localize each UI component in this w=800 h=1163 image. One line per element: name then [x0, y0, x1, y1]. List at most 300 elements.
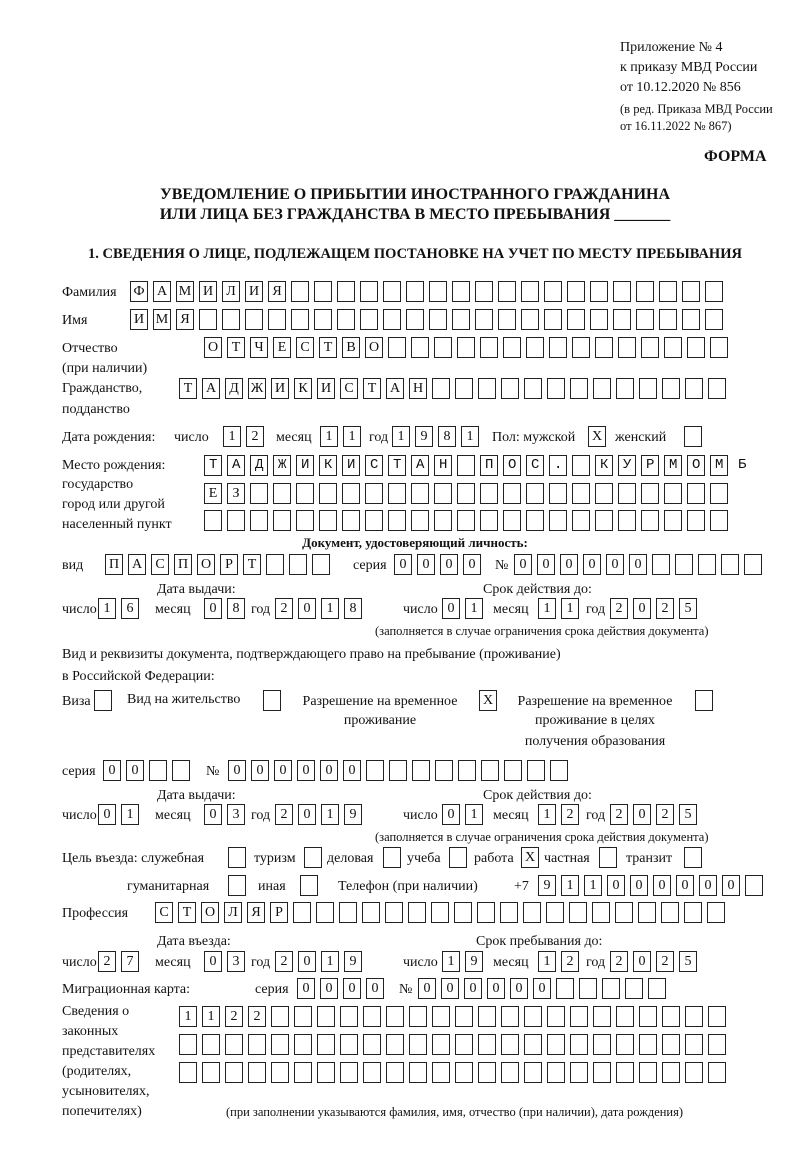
char-cell[interactable] [227, 510, 245, 531]
char-cell[interactable] [556, 978, 574, 999]
char-cell[interactable] [386, 1006, 404, 1027]
char-cell[interactable] [579, 978, 597, 999]
char-cell[interactable] [248, 1062, 266, 1083]
char-cell[interactable] [602, 978, 620, 999]
char-cell[interactable]: 1 [223, 426, 241, 447]
char-cell[interactable] [616, 1062, 634, 1083]
char-cell[interactable] [636, 309, 654, 330]
char-cell[interactable]: П [174, 554, 192, 575]
char-cell[interactable] [745, 875, 763, 896]
char-cell[interactable] [475, 281, 493, 302]
char-cell[interactable] [684, 426, 702, 447]
char-cell[interactable] [618, 510, 636, 531]
char-cell[interactable] [682, 309, 700, 330]
purpose-other-checkbox[interactable] [300, 875, 318, 897]
char-cell[interactable]: 0 [629, 554, 647, 575]
char-cell[interactable]: И [317, 378, 335, 399]
char-cell[interactable] [504, 760, 522, 781]
migration-series-field[interactable] [297, 978, 384, 1000]
char-cell[interactable] [616, 1034, 634, 1055]
char-cell[interactable] [199, 309, 217, 330]
char-cell[interactable]: 1 [538, 951, 556, 972]
char-cell[interactable]: 6 [121, 598, 139, 619]
char-cell[interactable]: 1 [320, 426, 338, 447]
char-cell[interactable]: 0 [441, 978, 459, 999]
char-cell[interactable] [659, 309, 677, 330]
char-cell[interactable] [546, 902, 564, 923]
char-cell[interactable]: 2 [248, 1006, 266, 1027]
sex-male-checkbox[interactable] [588, 426, 606, 448]
char-cell[interactable] [312, 554, 330, 575]
patronymic-field[interactable] [204, 337, 728, 359]
char-cell[interactable]: С [151, 554, 169, 575]
char-cell[interactable]: Я [247, 902, 265, 923]
char-cell[interactable]: О [197, 554, 215, 575]
char-cell[interactable]: Д [225, 378, 243, 399]
char-cell[interactable] [228, 847, 246, 868]
char-cell[interactable] [266, 554, 284, 575]
purpose-work-checkbox[interactable] [521, 847, 539, 869]
char-cell[interactable] [475, 309, 493, 330]
char-cell[interactable]: 0 [320, 760, 338, 781]
char-cell[interactable] [449, 847, 467, 868]
char-cell[interactable] [547, 1034, 565, 1055]
char-cell[interactable] [544, 309, 562, 330]
char-cell[interactable]: О [365, 337, 383, 358]
char-cell[interactable] [615, 902, 633, 923]
purpose-private-checkbox[interactable] [599, 847, 617, 869]
representatives-field-1[interactable] [179, 1006, 726, 1028]
char-cell[interactable] [707, 902, 725, 923]
char-cell[interactable] [340, 1062, 358, 1083]
stay-issue-month[interactable] [204, 804, 245, 826]
char-cell[interactable] [458, 760, 476, 781]
stay-issue-day[interactable] [98, 804, 139, 826]
char-cell[interactable]: Л [222, 281, 240, 302]
char-cell[interactable]: В [342, 337, 360, 358]
char-cell[interactable]: 1 [202, 1006, 220, 1027]
id-series-field[interactable] [394, 554, 481, 576]
char-cell[interactable]: 0 [103, 760, 121, 781]
char-cell[interactable] [179, 1034, 197, 1055]
char-cell[interactable] [225, 1034, 243, 1055]
entry-month[interactable] [204, 951, 245, 973]
char-cell[interactable] [641, 483, 659, 504]
char-cell[interactable]: 1 [584, 875, 602, 896]
char-cell[interactable]: 1 [321, 804, 339, 825]
char-cell[interactable] [455, 378, 473, 399]
char-cell[interactable] [616, 378, 634, 399]
char-cell[interactable]: 0 [440, 554, 458, 575]
char-cell[interactable]: 0 [417, 554, 435, 575]
char-cell[interactable]: 0 [510, 978, 528, 999]
char-cell[interactable]: 0 [487, 978, 505, 999]
representatives-field-2[interactable] [179, 1034, 726, 1056]
purpose-transit-checkbox[interactable] [684, 847, 702, 869]
char-cell[interactable]: 0 [676, 875, 694, 896]
char-cell[interactable] [248, 1034, 266, 1055]
char-cell[interactable] [228, 875, 246, 896]
char-cell[interactable]: 2 [610, 804, 628, 825]
char-cell[interactable]: 1 [465, 804, 483, 825]
char-cell[interactable] [455, 1062, 473, 1083]
char-cell[interactable] [480, 483, 498, 504]
stay-number-field[interactable] [228, 760, 568, 782]
char-cell[interactable]: И [271, 378, 289, 399]
char-cell[interactable]: 9 [465, 951, 483, 972]
char-cell[interactable] [705, 309, 723, 330]
char-cell[interactable]: 8 [438, 426, 456, 447]
temp-permit-edu-checkbox[interactable] [695, 690, 713, 712]
char-cell[interactable] [547, 1006, 565, 1027]
char-cell[interactable] [675, 554, 693, 575]
birthplace-field-2[interactable] [204, 483, 728, 505]
char-cell[interactable] [457, 483, 475, 504]
stay-until-day[interactable] [442, 951, 483, 973]
char-cell[interactable] [639, 1034, 657, 1055]
char-cell[interactable]: А [153, 281, 171, 302]
purpose-business-checkbox[interactable] [383, 847, 401, 869]
char-cell[interactable] [639, 378, 657, 399]
char-cell[interactable] [641, 337, 659, 358]
char-cell[interactable] [317, 1006, 335, 1027]
char-cell[interactable] [648, 978, 666, 999]
char-cell[interactable] [498, 309, 516, 330]
purpose-study-checkbox[interactable] [449, 847, 467, 869]
char-cell[interactable] [434, 510, 452, 531]
char-cell[interactable]: 0 [463, 554, 481, 575]
char-cell[interactable] [294, 1034, 312, 1055]
char-cell[interactable] [595, 337, 613, 358]
char-cell[interactable] [500, 902, 518, 923]
char-cell[interactable] [662, 1034, 680, 1055]
char-cell[interactable]: X [588, 426, 606, 447]
char-cell[interactable] [524, 378, 542, 399]
char-cell[interactable] [744, 554, 762, 575]
char-cell[interactable] [592, 902, 610, 923]
char-cell[interactable]: А [386, 378, 404, 399]
char-cell[interactable]: А [128, 554, 146, 575]
char-cell[interactable] [271, 1062, 289, 1083]
char-cell[interactable] [291, 309, 309, 330]
char-cell[interactable]: 0 [298, 804, 316, 825]
char-cell[interactable] [664, 483, 682, 504]
char-cell[interactable]: 1 [465, 598, 483, 619]
char-cell[interactable] [432, 1062, 450, 1083]
char-cell[interactable]: 3 [227, 951, 245, 972]
char-cell[interactable] [547, 378, 565, 399]
char-cell[interactable] [452, 309, 470, 330]
char-cell[interactable]: 0 [464, 978, 482, 999]
char-cell[interactable] [360, 281, 378, 302]
char-cell[interactable]: Ж [248, 378, 266, 399]
profession-field[interactable] [155, 902, 725, 924]
char-cell[interactable] [411, 337, 429, 358]
char-cell[interactable] [572, 510, 590, 531]
char-cell[interactable] [431, 902, 449, 923]
char-cell[interactable] [526, 510, 544, 531]
char-cell[interactable]: 1 [179, 1006, 197, 1027]
char-cell[interactable]: 0 [630, 875, 648, 896]
char-cell[interactable]: 2 [656, 804, 674, 825]
char-cell[interactable] [687, 483, 705, 504]
char-cell[interactable] [411, 483, 429, 504]
char-cell[interactable]: 2 [561, 951, 579, 972]
char-cell[interactable]: 5 [679, 598, 697, 619]
char-cell[interactable] [409, 1006, 427, 1027]
char-cell[interactable]: 5 [679, 951, 697, 972]
id-issue-day[interactable] [98, 598, 139, 620]
stay-until-year[interactable] [610, 951, 697, 973]
char-cell[interactable]: 0 [298, 598, 316, 619]
char-cell[interactable]: 0 [228, 760, 246, 781]
char-cell[interactable] [411, 510, 429, 531]
char-cell[interactable] [595, 510, 613, 531]
char-cell[interactable] [503, 510, 521, 531]
char-cell[interactable]: 0 [343, 978, 361, 999]
char-cell[interactable]: 1 [561, 598, 579, 619]
char-cell[interactable]: 9 [344, 951, 362, 972]
char-cell[interactable] [501, 1006, 519, 1027]
purpose-tourism-checkbox[interactable] [304, 847, 322, 869]
char-cell[interactable] [721, 554, 739, 575]
char-cell[interactable]: 2 [246, 426, 264, 447]
char-cell[interactable] [524, 1062, 542, 1083]
char-cell[interactable] [294, 1006, 312, 1027]
char-cell[interactable]: 9 [344, 804, 362, 825]
char-cell[interactable]: Е [273, 337, 291, 358]
char-cell[interactable] [363, 1006, 381, 1027]
char-cell[interactable] [455, 1006, 473, 1027]
char-cell[interactable] [389, 760, 407, 781]
char-cell[interactable] [664, 337, 682, 358]
char-cell[interactable] [263, 690, 281, 711]
char-cell[interactable]: С [155, 902, 173, 923]
char-cell[interactable]: М [176, 281, 194, 302]
char-cell[interactable] [618, 337, 636, 358]
id-kind-field[interactable] [105, 554, 330, 576]
char-cell[interactable] [710, 483, 728, 504]
char-cell[interactable] [593, 378, 611, 399]
char-cell[interactable] [342, 510, 360, 531]
char-cell[interactable] [289, 554, 307, 575]
char-cell[interactable] [710, 337, 728, 358]
char-cell[interactable]: М [153, 309, 171, 330]
char-cell[interactable] [570, 1062, 588, 1083]
char-cell[interactable]: 0 [533, 978, 551, 999]
migration-number-field[interactable] [418, 978, 666, 1000]
char-cell[interactable] [271, 1034, 289, 1055]
char-cell[interactable] [406, 281, 424, 302]
char-cell[interactable] [567, 281, 585, 302]
char-cell[interactable]: 0 [699, 875, 717, 896]
char-cell[interactable]: 0 [583, 554, 601, 575]
char-cell[interactable]: 1 [442, 951, 460, 972]
char-cell[interactable]: Е [204, 483, 222, 504]
char-cell[interactable]: 5 [679, 804, 697, 825]
phone-field[interactable] [538, 875, 763, 897]
char-cell[interactable]: 0 [343, 760, 361, 781]
char-cell[interactable] [478, 378, 496, 399]
char-cell[interactable] [710, 510, 728, 531]
char-cell[interactable] [314, 309, 332, 330]
char-cell[interactable]: Я [176, 309, 194, 330]
char-cell[interactable] [94, 690, 112, 711]
char-cell[interactable]: 0 [204, 598, 222, 619]
purpose-official-checkbox[interactable] [228, 847, 246, 869]
char-cell[interactable] [386, 1062, 404, 1083]
char-cell[interactable] [503, 337, 521, 358]
char-cell[interactable] [664, 510, 682, 531]
char-cell[interactable] [250, 510, 268, 531]
char-cell[interactable]: А [202, 378, 220, 399]
char-cell[interactable] [639, 1006, 657, 1027]
char-cell[interactable] [342, 483, 360, 504]
char-cell[interactable] [684, 902, 702, 923]
char-cell[interactable]: 1 [538, 804, 556, 825]
char-cell[interactable]: 0 [514, 554, 532, 575]
char-cell[interactable] [569, 902, 587, 923]
stay-valid-month[interactable] [538, 804, 579, 826]
char-cell[interactable] [383, 309, 401, 330]
char-cell[interactable] [408, 902, 426, 923]
char-cell[interactable] [480, 510, 498, 531]
dob-month-field[interactable] [320, 426, 361, 448]
char-cell[interactable] [618, 483, 636, 504]
char-cell[interactable] [222, 309, 240, 330]
char-cell[interactable] [339, 902, 357, 923]
representatives-field-3[interactable] [179, 1062, 726, 1084]
char-cell[interactable] [662, 378, 680, 399]
char-cell[interactable] [572, 483, 590, 504]
residence-checkbox[interactable] [263, 690, 281, 712]
char-cell[interactable] [599, 847, 617, 868]
char-cell[interactable]: 1 [561, 875, 579, 896]
char-cell[interactable] [268, 309, 286, 330]
char-cell[interactable]: X [521, 847, 539, 868]
char-cell[interactable] [636, 281, 654, 302]
char-cell[interactable]: С [340, 378, 358, 399]
char-cell[interactable] [388, 483, 406, 504]
char-cell[interactable]: 0 [418, 978, 436, 999]
id-valid-month[interactable] [538, 598, 579, 620]
char-cell[interactable] [478, 1006, 496, 1027]
char-cell[interactable] [245, 309, 263, 330]
char-cell[interactable]: Т [179, 378, 197, 399]
char-cell[interactable]: 2 [275, 804, 293, 825]
char-cell[interactable]: 0 [297, 760, 315, 781]
char-cell[interactable]: 0 [204, 804, 222, 825]
char-cell[interactable] [523, 902, 541, 923]
char-cell[interactable]: 8 [227, 598, 245, 619]
char-cell[interactable] [613, 309, 631, 330]
char-cell[interactable] [300, 875, 318, 896]
char-cell[interactable] [317, 1034, 335, 1055]
char-cell[interactable] [366, 760, 384, 781]
char-cell[interactable] [435, 760, 453, 781]
char-cell[interactable] [365, 510, 383, 531]
id-valid-day[interactable] [442, 598, 483, 620]
char-cell[interactable]: 1 [343, 426, 361, 447]
char-cell[interactable] [662, 1006, 680, 1027]
char-cell[interactable]: 0 [126, 760, 144, 781]
char-cell[interactable]: Я [268, 281, 286, 302]
char-cell[interactable] [432, 1006, 450, 1027]
surname-field[interactable] [130, 281, 723, 303]
char-cell[interactable]: И [245, 281, 263, 302]
char-cell[interactable] [695, 690, 713, 711]
char-cell[interactable] [698, 554, 716, 575]
char-cell[interactable]: О [201, 902, 219, 923]
char-cell[interactable] [572, 337, 590, 358]
char-cell[interactable]: 2 [225, 1006, 243, 1027]
char-cell[interactable] [383, 847, 401, 868]
char-cell[interactable] [304, 847, 322, 868]
char-cell[interactable] [363, 1034, 381, 1055]
char-cell[interactable] [641, 510, 659, 531]
dob-day-field[interactable] [223, 426, 264, 448]
char-cell[interactable]: 2 [656, 951, 674, 972]
char-cell[interactable] [570, 1006, 588, 1027]
char-cell[interactable]: 0 [607, 875, 625, 896]
id-issue-year[interactable] [275, 598, 362, 620]
char-cell[interactable] [526, 337, 544, 358]
char-cell[interactable]: 8 [344, 598, 362, 619]
char-cell[interactable]: 2 [561, 804, 579, 825]
stay-valid-year[interactable] [610, 804, 697, 826]
char-cell[interactable]: И [199, 281, 217, 302]
char-cell[interactable] [202, 1062, 220, 1083]
char-cell[interactable]: 0 [633, 804, 651, 825]
char-cell[interactable] [412, 760, 430, 781]
char-cell[interactable]: С [296, 337, 314, 358]
char-cell[interactable]: З [227, 483, 245, 504]
char-cell[interactable] [365, 483, 383, 504]
birthplace-field-3[interactable] [204, 510, 728, 532]
char-cell[interactable]: 0 [633, 598, 651, 619]
char-cell[interactable] [498, 281, 516, 302]
char-cell[interactable] [477, 902, 495, 923]
char-cell[interactable]: 0 [442, 804, 460, 825]
char-cell[interactable] [434, 483, 452, 504]
char-cell[interactable]: К [294, 378, 312, 399]
char-cell[interactable] [570, 378, 588, 399]
char-cell[interactable]: 2 [656, 598, 674, 619]
char-cell[interactable]: Ч [250, 337, 268, 358]
char-cell[interactable] [363, 1062, 381, 1083]
char-cell[interactable]: Т [319, 337, 337, 358]
char-cell[interactable] [685, 378, 703, 399]
purpose-humanitarian-checkbox[interactable] [228, 875, 246, 897]
char-cell[interactable]: Н [409, 378, 427, 399]
char-cell[interactable] [179, 1062, 197, 1083]
char-cell[interactable] [360, 309, 378, 330]
char-cell[interactable] [455, 1034, 473, 1055]
char-cell[interactable] [388, 510, 406, 531]
char-cell[interactable] [432, 378, 450, 399]
char-cell[interactable] [317, 1062, 335, 1083]
char-cell[interactable]: 1 [321, 598, 339, 619]
char-cell[interactable]: Р [220, 554, 238, 575]
char-cell[interactable]: 0 [442, 598, 460, 619]
sex-female-checkbox[interactable] [684, 426, 702, 448]
char-cell[interactable] [547, 1062, 565, 1083]
char-cell[interactable] [501, 1062, 519, 1083]
char-cell[interactable] [383, 281, 401, 302]
char-cell[interactable] [639, 1062, 657, 1083]
char-cell[interactable] [273, 483, 291, 504]
char-cell[interactable] [149, 760, 167, 781]
